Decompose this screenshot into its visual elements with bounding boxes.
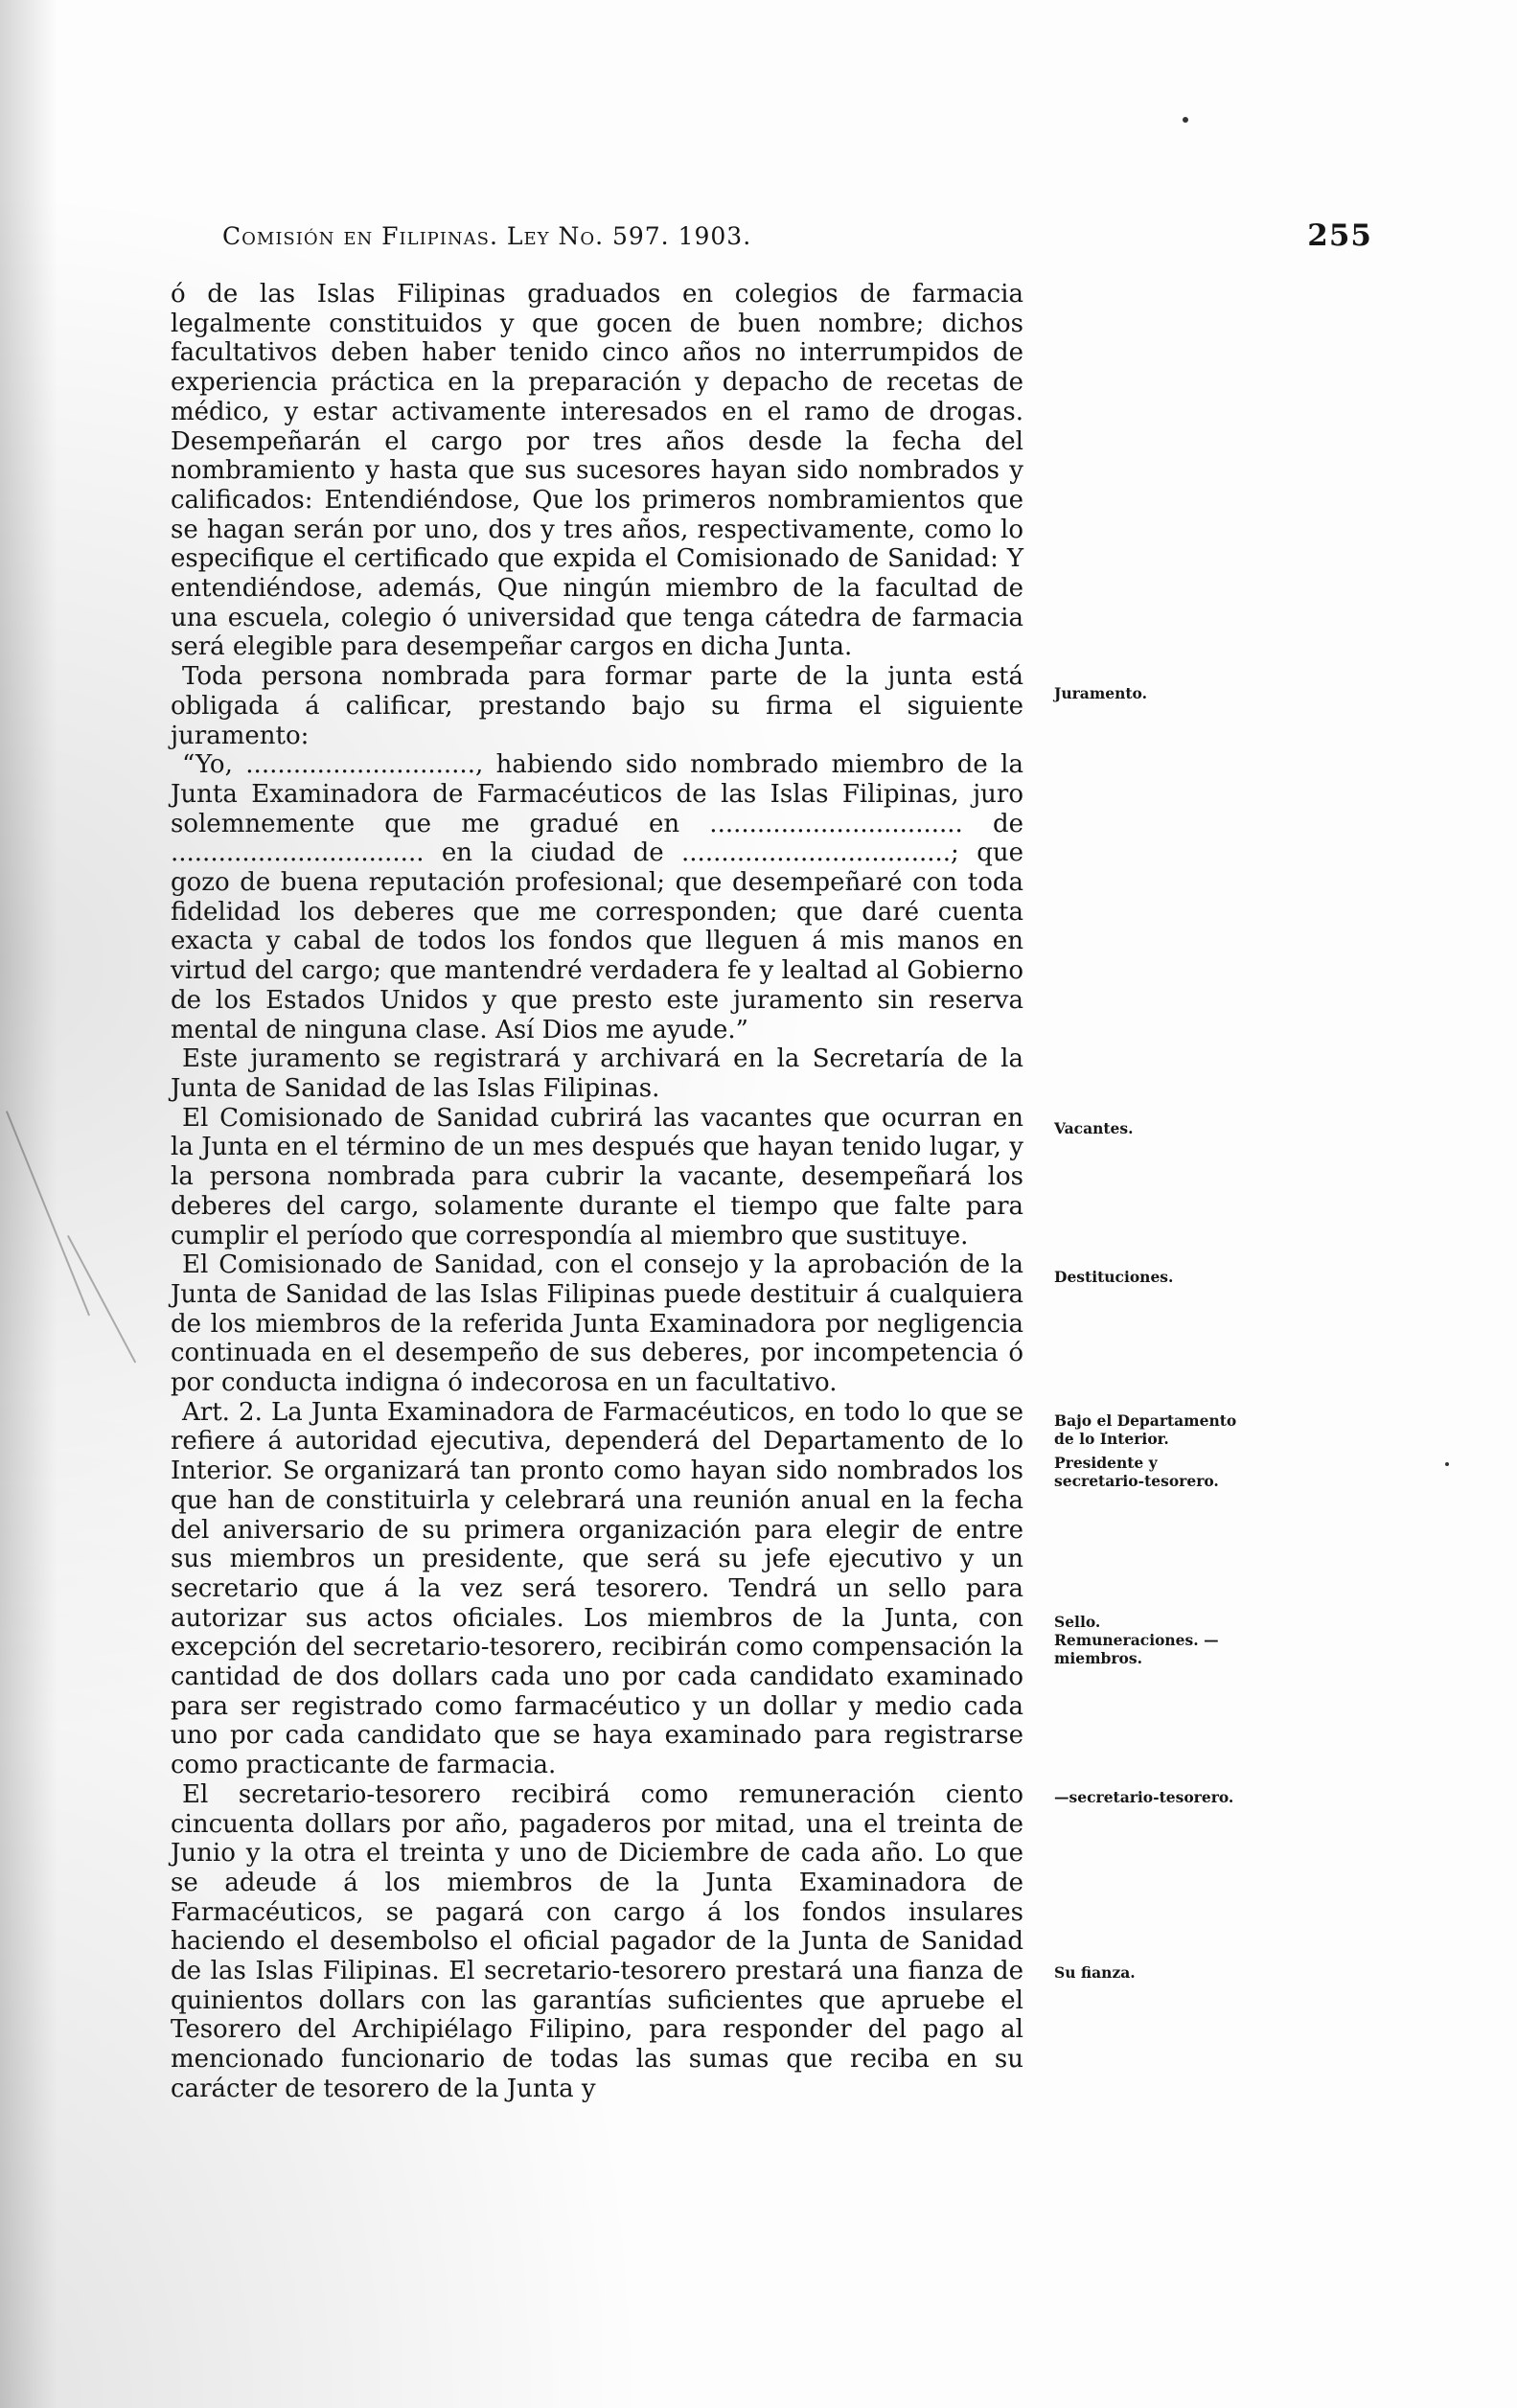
paragraph-oath-intro: Toda persona nombrada para formar parte de la junta está obligada á calificar, prestando bajo su firma el siguiente juramento: — [171, 662, 1023, 750]
paragraph-vacancies: El Comisionado de Sanidad cubrirá las vacantes que ocurran en la Junta en el término de un mes después que hayan tenido lugar, y la persona nombrada para cubrir la vacante, desempeñará los deberes del cargo, solamente durante el tiempo que falte para cumplir el período que correspondía al miembro que sustituye. — [171, 1103, 1023, 1250]
margin-note-sello: Sello. — [1054, 1613, 1101, 1631]
margin-note-remuneraciones: Remuneraciones. —miembros. — [1054, 1631, 1219, 1667]
paragraph-continuation: ó de las Islas Filipinas graduados en colegios de farmacia legalmente constituidos y que gocen de buen nombre; dichos facultativos deben haber tenido cinco años no interrumpidos de experiencia práctica en la preparación y depacho de recetas de médico, y estar activamente interesados en el ramo de drogas. Desempeñarán el cargo por tres años desde la fecha del nombramiento y hasta que sus sucesores hayan sido nombrados y calificados: Entendiéndose, Que los primeros nombramientos que se hagan serán por uno, dos y tres años, respectivamente, como lo especifique el certificado que expida el Comisionado de Sanidad: Y entendiéndose, además, Que ningún miembro de la facultad de una escuela, colegio ó universidad que tenga cátedra de farmacia será elegible para desempeñar cargos en dicha Junta. — [171, 280, 1023, 662]
margin-note-secretario: —secretario-tesorero. — [1054, 1788, 1234, 1806]
margin-note-fianza: Su fianza. — [1054, 1963, 1136, 1982]
paragraph-dismissals: El Comisionado de Sanidad, con el consejo y la aprobación de la Junta de Sanidad de las Islas Filipinas puede destituir á cualquiera de los miembros de la referida Junta Examinadora por negligencia continuada en el desempeño de sus deberes, por incompetencia ó por conducta indigna ó indecorosa en un facultativo. — [171, 1250, 1023, 1398]
margin-note-juramento: Juramento. — [1054, 684, 1147, 702]
margin-note-presidente: Presidente y secretario-tesorero. — [1054, 1454, 1219, 1490]
paragraph-oath-registry: Este juramento se registrará y archivará en la Secretaría de la Junta de Sanidad de las Islas Filipinas. — [171, 1044, 1023, 1103]
page-number: 255 — [1307, 218, 1372, 253]
paragraph-article-2: Art. 2. La Junta Examinadora de Farmacéuticos, en todo lo que se refiere á autoridad ejecutiva, dependerá del Departamento de lo Interior. Se organizará tan pronto como hayan sido nombrados los que han de constituirla y celebrará una reunión anual en la fecha del aniversario de su primera organización para elegir de entre sus miembros un presidente, que será su jefe ejecutivo y un secretario que á la vez será tesorero. Tendrá un sello para autorizar sus actos oficiales. Los miembros de la Junta, con excepción del secretario-tesorero, recibirán como compensación la cantidad de dos dollars cada uno por cada candidato examinado para ser registrado como farmacéutico y un dollar y medio cada uno por cada candidato que se haya examinado para registrarse como practicante de farmacia. — [171, 1397, 1023, 1780]
paragraph-oath-text: “Yo, ............................., habiendo sido nombrado miembro de la Junta Examinadora de Farmacéuticos de las Islas Filipinas, juro solemnemente que me gradué en ................................ de ................................ en la ciudad de ..................................; que gozo de buena reputación profesional; que desempeñaré con toda fidelidad los deberes que me corresponden; que daré cuenta exacta y cabal de todos los fondos que lleguen á mis manos en virtud del cargo; que mantendré verdadera fe y lealtad al Gobierno de los Estados Unidos y que presto este juramento sin reserva mental de ninguna clase. Así Dios me ayude.” — [171, 750, 1023, 1044]
margin-note-vacantes: Vacantes. — [1054, 1119, 1134, 1137]
margin-notes — [1054, 0, 1284, 2408]
margin-note-destituciones: Destituciones. — [1054, 1268, 1174, 1286]
margin-note-departamento: Bajo el Departamento de lo Interior. — [1054, 1411, 1237, 1448]
scan-scratch — [67, 1235, 136, 1363]
scan-speck — [1445, 1462, 1449, 1466]
running-title: Comisión en Filipinas. Ley No. 597. 1903. — [222, 222, 752, 250]
body-text — [171, 280, 1023, 2104]
scan-edge-shadow — [0, 0, 57, 2408]
paragraph-treasurer: El secretario-tesorero recibirá como remuneración ciento cincuenta dollars por año, pagaderos por mitad, una el treinta de Junio y la otra el treinta y uno de Diciembre de cada año. Lo que se adeude á los miembros de la Junta Examinadora de Farmacéuticos, se pagará con cargo á los fondos insulares haciendo el desembolso el oficial pagador de la Junta de Sanidad de las Islas Filipinas. El secretario-tesorero prestará una fianza de quinientos dollars con las garantías suficientes que apruebe el Tesorero del Archipiélago Filipino, para responder del pago al mencionado funcionario de todas las sumas que reciba en su carácter de tesorero de la Junta y — [171, 1779, 1023, 2103]
